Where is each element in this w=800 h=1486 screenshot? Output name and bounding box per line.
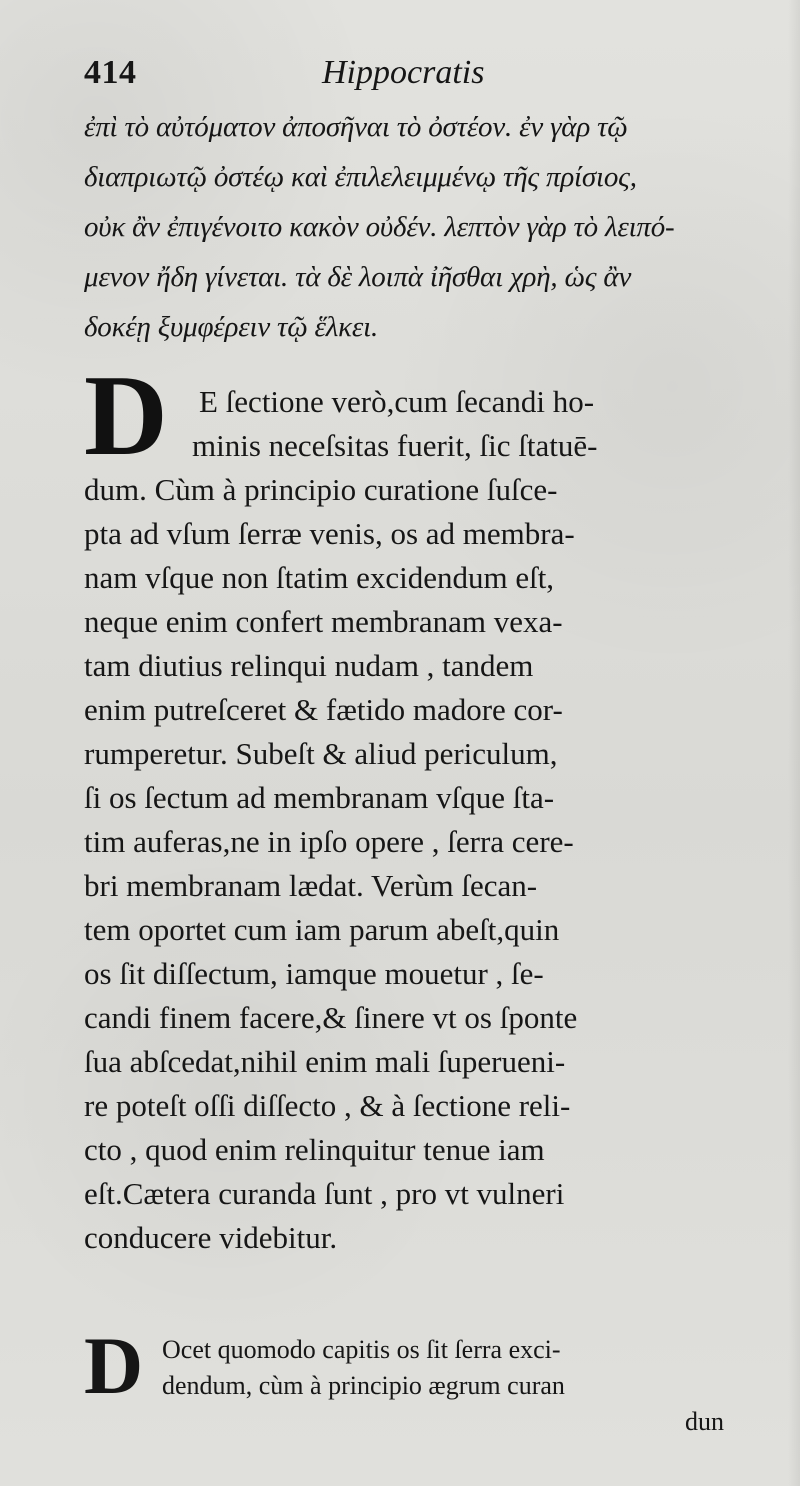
latin-line: nam vſque non ſtatim excidendum eſt, — [84, 560, 555, 595]
note-line: Ocet quomodo capitis os ſit ſerra exci- — [162, 1335, 561, 1364]
latin-line: ſi os ſectum ad membranam vſque ſta- — [84, 780, 555, 815]
latin-drop-cap: D — [84, 352, 168, 480]
page-edge-shadow — [788, 0, 800, 1486]
note-passage — [84, 1320, 724, 1440]
note-drop-cap: D — [84, 1320, 144, 1411]
latin-line: os ſit diſſectum, iamque mouetur , ſe- — [84, 956, 544, 991]
latin-line: tem oportet cum iam parum abeſt,quin — [84, 912, 560, 947]
greek-line: διαπριωτῷ ὀστέῳ καὶ ἐπιλελειμμένῳ τῆς πρίσιος, — [84, 161, 637, 193]
latin-line: re poteſt oſſi diſſecto , & à ſectione reli- — [84, 1088, 571, 1123]
latin-line: tam diutius relinqui nudam , tandem — [84, 648, 534, 683]
latin-line: ſua abſcedat,nihil enim mali ſuperueni- — [84, 1044, 566, 1079]
latin-line: conducere videbitur. — [84, 1220, 338, 1255]
latin-passage — [84, 380, 744, 1260]
page-number: 414 — [84, 54, 137, 91]
greek-line: δοκέῃ ξυμφέρειν τῷ ἕλκει. — [84, 311, 378, 343]
latin-line: candi finem facere,& ſinere vt os ſponte — [84, 1000, 578, 1035]
latin-line: cto , quod enim relinquitur tenue iam — [84, 1132, 545, 1167]
latin-line: neque enim confert membranam vexa- — [84, 604, 563, 639]
running-title: Hippocratis — [322, 54, 485, 91]
note-line: dendum, cùm à principio ægrum curan — [162, 1371, 565, 1400]
greek-line: ἐπὶ τὸ αὐτόματον ἀποσῆναι τὸ ὀστέον. ἐν γὰρ τῷ — [84, 111, 628, 143]
latin-line: minis neceſsitas fuerit, ſic ſtatuē- — [192, 428, 598, 463]
running-header — [84, 50, 734, 98]
latin-line: bri membranam lædat. Verùm ſecan- — [84, 868, 538, 903]
latin-line: rumperetur. Subeſt & aliud periculum, — [84, 736, 558, 771]
latin-line: pta ad vſum ſerræ venis, os ad membra- — [84, 516, 575, 551]
latin-line: tim auferas,ne in ipſo opere , ſerra cere- — [84, 824, 574, 859]
latin-line: E ſectione verò,cum ſecandi ho- — [199, 384, 595, 419]
catchword: dun — [685, 1407, 724, 1436]
latin-line: eſt.Cætera curanda ſunt , pro vt vulneri — [84, 1176, 565, 1211]
greek-line: μενον ἤδη γίνεται. τὰ δὲ λοιπὰ ἰῆσθαι χρὴ, ὡς ἂν — [84, 261, 632, 293]
latin-line: enim putreſceret & fætido madore cor- — [84, 692, 563, 727]
greek-line: οὐκ ἂν ἐπιγένοιτο κακὸν οὐδέν. λεπτὸν γὰρ τὸ λειπό- — [84, 211, 675, 243]
greek-passage — [84, 102, 744, 352]
latin-line: dum. Cùm à principio curatione ſuſce- — [84, 472, 558, 507]
